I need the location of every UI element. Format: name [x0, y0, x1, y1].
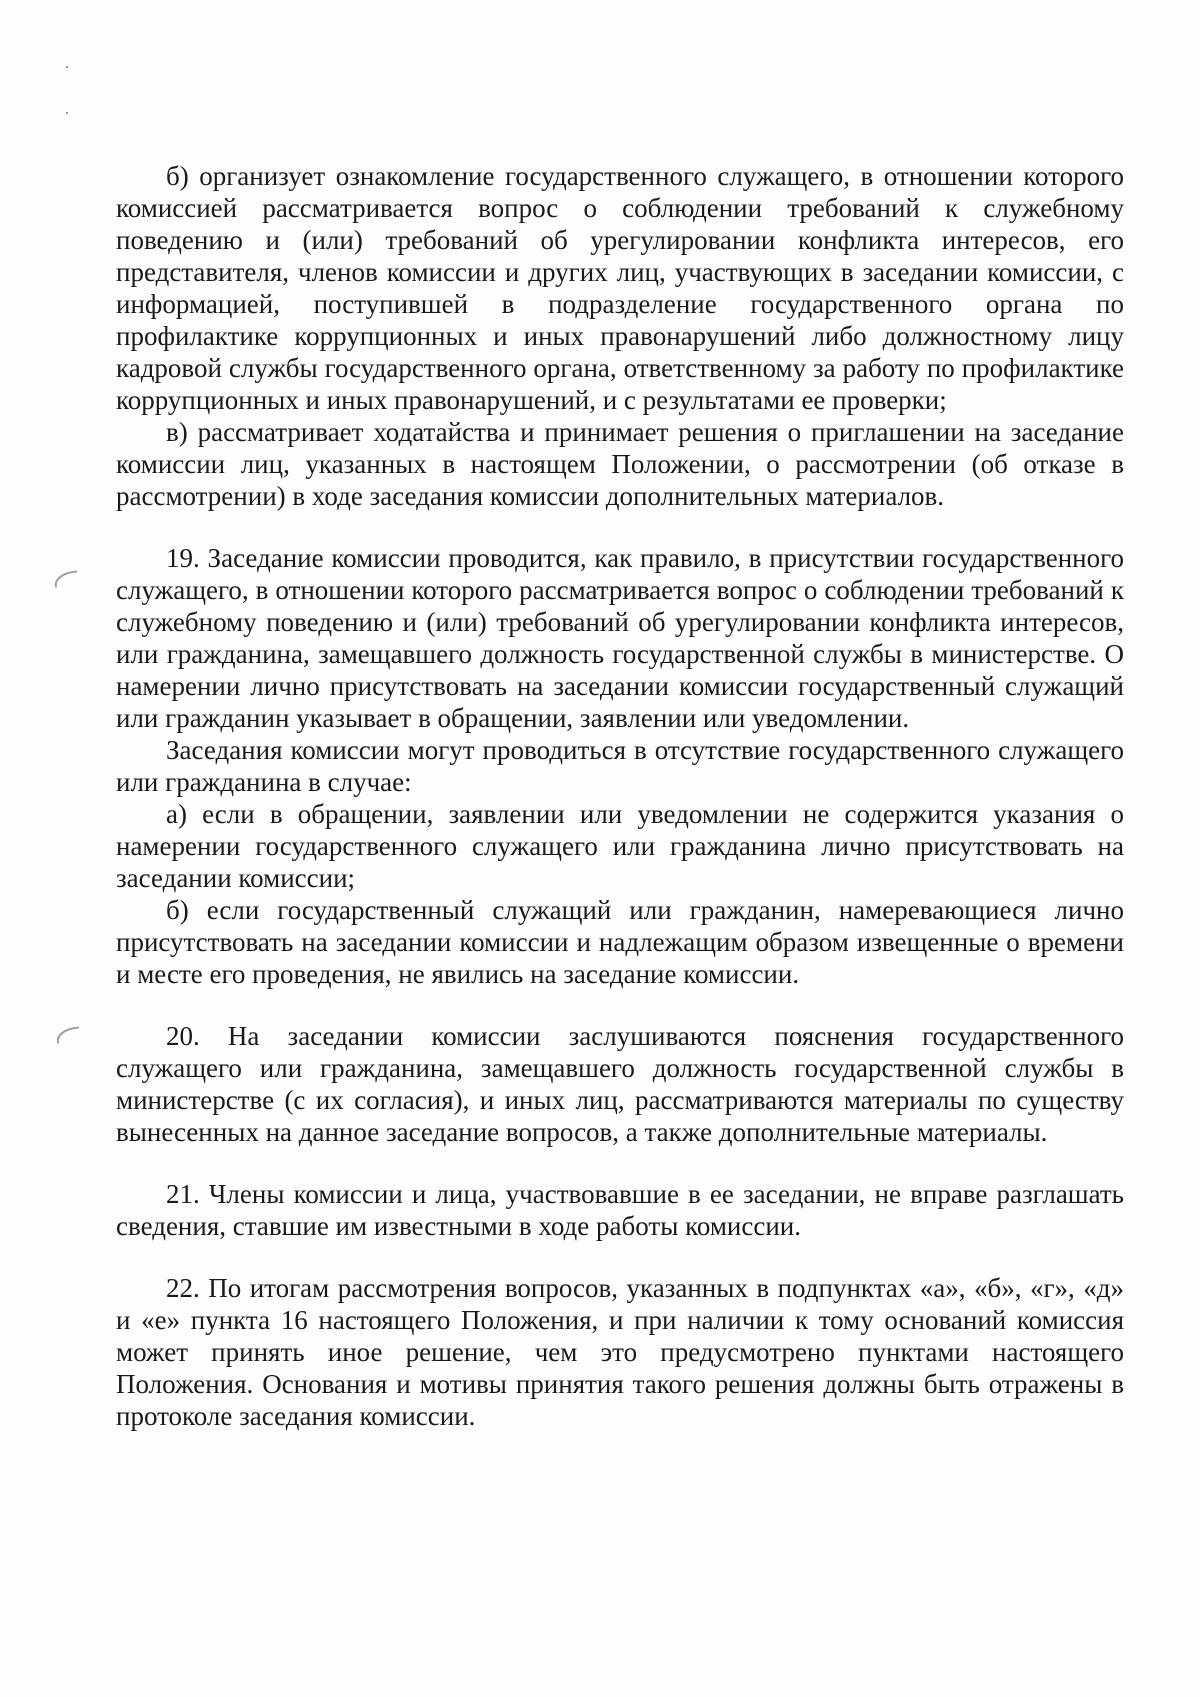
paragraph-item-b: б) организует ознакомление государственного служащего, в отношении которого комиссией рассматривается вопрос о соблюдении требований к служебному поведению и (или) требований об урегулировании конфликта интересов, его представителя, членов комиссии и других лиц, участвующих в заседании комиссии, с информацией, поступившей в подразделение государственного органа по профилактике коррупционных и иных правонарушений либо должностному лицу кадровой службы государственного органа, ответственному за работу по профилактике коррупционных и иных правонарушений, и с результатами ее проверки; — [116, 161, 1124, 415]
scan-speck — [66, 66, 68, 68]
paragraph-19-case-a: а) если в обращении, заявлении или уведомлении не содержится указания о намерении государственного служащего или гражданина лично присутствовать на заседании комиссии; — [116, 799, 1124, 893]
paragraph-item-v: в) рассматривает ходатайства и принимает решения о приглашении на заседание комиссии лиц, указанных в настоящем Положении, о рассмотрении (об отказе в рассмотрении) в ходе заседания комиссии дополнительных материалов. — [116, 417, 1124, 511]
scan-speck — [66, 112, 68, 114]
paragraph-gap — [116, 1242, 1124, 1272]
paragraph-21: 21. Члены комиссии и лица, участвовавшие в ее заседании, не вправе разглашать сведения, ставшие им известными в ходе работы комиссии. — [116, 1179, 1124, 1241]
scan-hole-punch-mark — [55, 1026, 81, 1043]
scan-hole-punch-mark — [53, 570, 79, 587]
paragraph-gap — [116, 512, 1124, 542]
paragraph-gap — [116, 990, 1124, 1020]
paragraph-19-absence: Заседания комиссии могут проводиться в отсутствие государственного служащего или гражданина в случае: — [116, 735, 1124, 797]
paragraph-20: 20. На заседании комиссии заслушиваются пояснения государственного служащего или гражданина, замещавшего должность государственной службы в министерстве (с их согласия), и иных лиц, рассматриваются материалы по существу вынесенных на данное заседание вопросов, а также дополнительные материалы. — [116, 1021, 1124, 1147]
paragraph-19-case-b: б) если государственный служащий или гражданин, намеревающиеся лично присутствовать на заседании комиссии и надлежащим образом извещенные о времени и месте его проведения, не явились на заседание комиссии. — [116, 895, 1124, 989]
document-body — [116, 160, 1124, 1432]
paragraph-22: 22. По итогам рассмотрения вопросов, указанных в подпунктах «а», «б», «г», «д» и «е» пункта 16 настоящего Положения, и при наличии к тому оснований комиссия может принять иное решение, чем это предусмотрено пунктами настоящего Положения. Основания и мотивы принятия такого решения должны быть отражены в протоколе заседания комиссии. — [116, 1273, 1124, 1431]
paragraph-19: 19. Заседание комиссии проводится, как правило, в присутствии государственного служащего, в отношении которого рассматривается вопрос о соблюдении требований к служебному поведению и (или) требований об урегулировании конфликта интересов, или гражданина, замещавшего должность государственной службы в министерстве. О намерении лично присутствовать на заседании комиссии государственный служащий или гражданин указывает в обращении, заявлении или уведомлении. — [116, 543, 1124, 733]
paragraph-gap — [116, 1148, 1124, 1178]
